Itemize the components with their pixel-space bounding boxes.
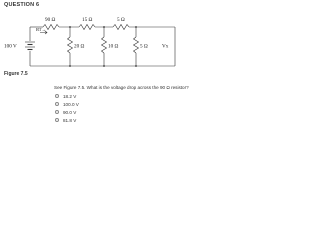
answer-option[interactable] (55, 100, 79, 108)
resistor-r3-label: 5 Ω (117, 17, 125, 23)
answer-option-label: 90.0 V (63, 109, 77, 115)
resistor-r4-label: 20 Ω (74, 43, 85, 50)
battery-symbol (25, 42, 35, 50)
source-voltage-label: 100 V (4, 43, 17, 50)
answer-option-label: 81.8 V (63, 117, 77, 123)
resistor-r1-label: 90 Ω (45, 17, 56, 23)
answer-option[interactable] (55, 108, 79, 116)
answer-option[interactable] (55, 116, 79, 124)
resistor-r3-symbol (113, 25, 129, 30)
output-voltage-label: Vx (162, 43, 169, 50)
figure-caption: Figure 7.5 (4, 71, 28, 77)
radio-button[interactable] (55, 118, 59, 122)
resistor-r2-symbol (79, 25, 95, 30)
radio-button[interactable] (55, 110, 59, 114)
answer-option[interactable] (55, 92, 79, 100)
current-label: RT→ (36, 27, 47, 32)
question-text: See Figure 7.5. What is the voltage drop across the 90 Ω resistor? (54, 85, 189, 90)
radio-button[interactable] (55, 94, 59, 98)
resistor-r5-label: 10 Ω (108, 43, 119, 50)
radio-button[interactable] (55, 102, 59, 106)
resistor-r4-symbol (68, 37, 73, 53)
resistor-r5-symbol (102, 37, 107, 53)
question-heading: QUESTION 6 (4, 2, 40, 8)
circuit-diagram (0, 0, 200, 80)
answer-option-label: 100.0 V (63, 101, 79, 107)
resistor-r6-symbol (134, 37, 139, 53)
answer-options (55, 92, 79, 124)
resistor-r6-label: 5 Ω (140, 43, 148, 50)
resistor-r2-label: 15 Ω (82, 17, 93, 23)
answer-option-label: 18.2 V (63, 93, 77, 99)
